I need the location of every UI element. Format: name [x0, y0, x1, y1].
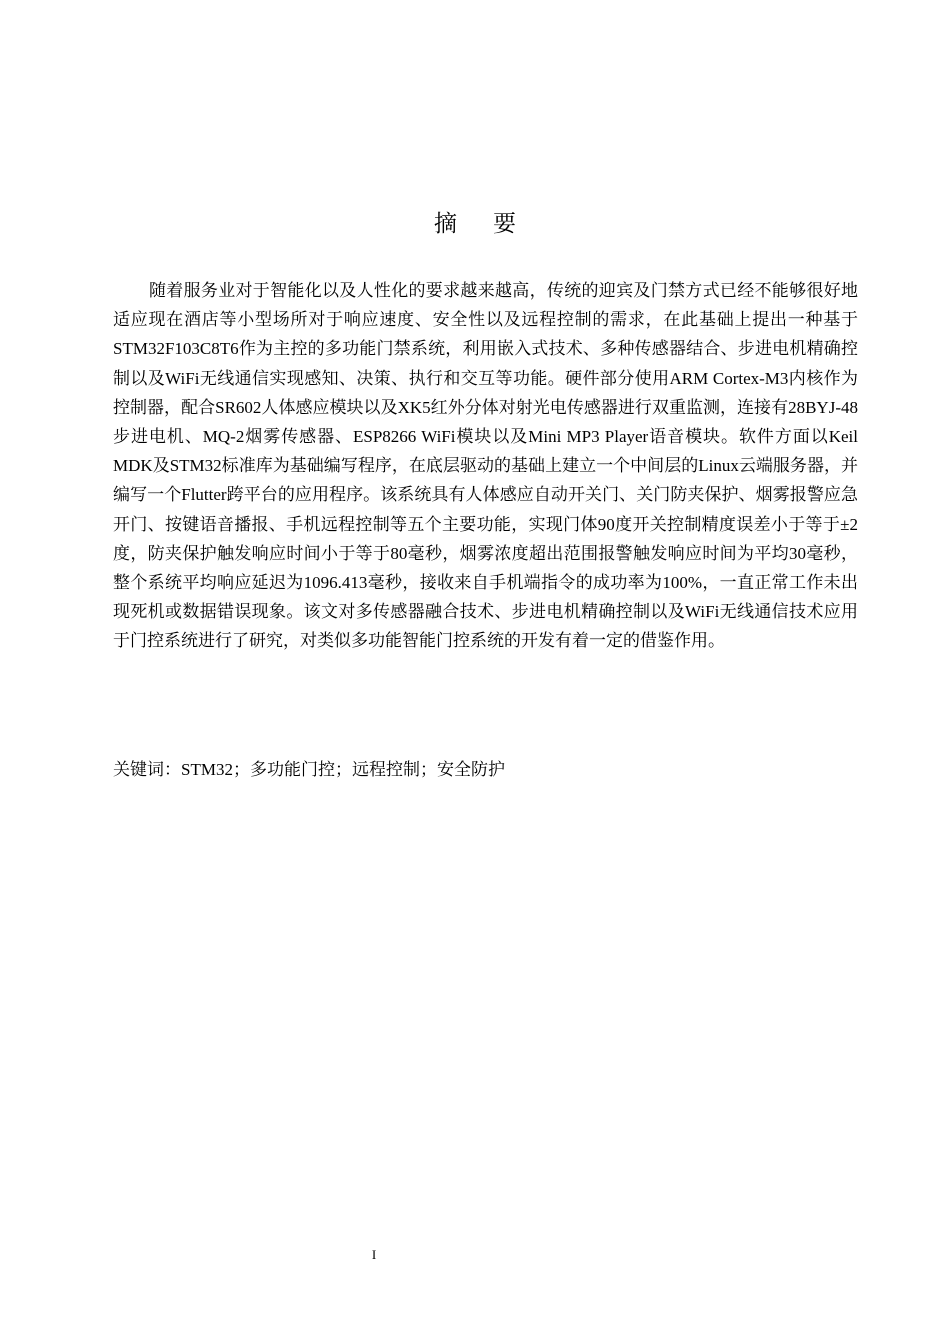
keywords-label: 关键词：	[113, 760, 181, 780]
abstract-body: 随着服务业对于智能化以及人性化的要求越来越高，传统的迎宾及门禁方式已经不能够很好地适应现在酒店等小型场所对于响应速度、安全性以及远程控制的需求，在此基础上提出一种基于STM32F103C8T6作为主控的多功能门禁系统，利用嵌入式技术、多种传感器结合、步进电机精确控制以及WiFi无线通信实现感知、决策、执行和交互等功能。硬件部分使用ARM Cortex-M3内核作为控制器，配合SR602人体感应模块以及XK5红外分体对射光电传感器进行双重监测，连接有28BYJ-48步进电机、MQ-2烟雾传感器、ESP8266 WiFi模块以及Mini MP3 Player语音模块。软件方面以Keil MDK及STM32标准库为基础编写程序，在底层驱动的基础上建立一个中间层的Linux云端服务器，并编写一个Flutter跨平台的应用程序。该系统具有人体感应自动开关门、关门防夹保护、烟雾报警应急开门、按键语音播报、手机远程控制等五个主要功能，实现门体90度开关控制精度误差小于等于±2度，防夹保护触发响应时间小于等于80毫秒，烟雾浓度超出范围报警触发响应时间为平均30毫秒，整个系统平均响应延迟为1096.413毫秒，接收来自手机端指令的成功率为100%，一直正常工作未出现死机或数据错误现象。该文对多传感器融合技术、步进电机精确控制以及WiFi无线通信技术应用于门控系统进行了研究，对类似多功能智能门控系统的开发有着一定的借鉴作用。	[113, 281, 858, 651]
abstract-title-char-2: 要	[493, 211, 516, 236]
keywords-line	[113, 755, 858, 785]
keywords-value: STM32；多功能门控；远程控制；安全防护	[181, 760, 505, 779]
page-number: I	[371, 1247, 377, 1262]
abstract-title-char-1: 摘	[434, 211, 457, 236]
abstract-title	[0, 208, 950, 240]
